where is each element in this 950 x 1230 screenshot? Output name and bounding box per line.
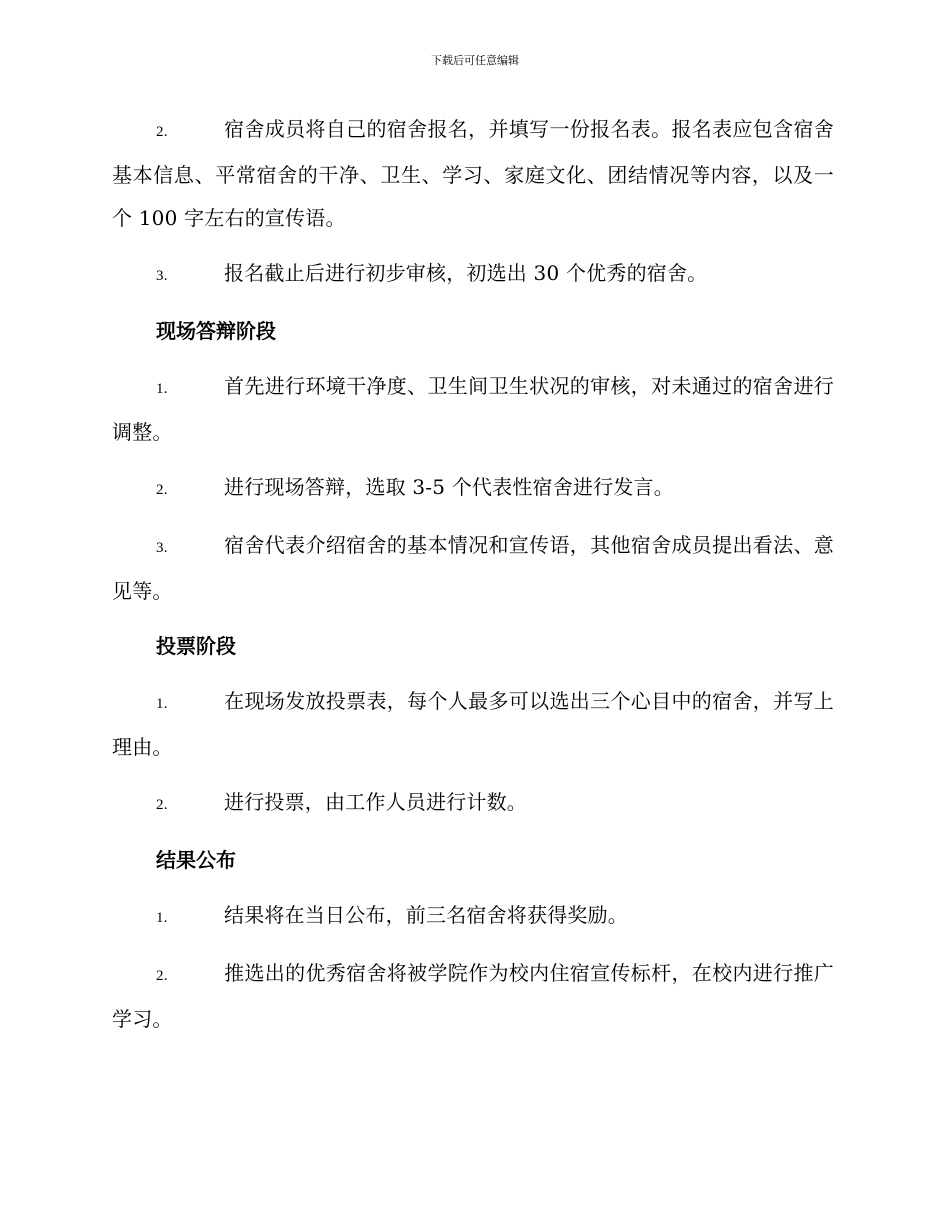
document-body bbox=[112, 108, 834, 1053]
page-header: 下载后可任意编辑 bbox=[431, 54, 519, 67]
list-item bbox=[112, 466, 834, 512]
item-text: 在现场发放投票表，每个人最多可以选出三个心目中的宿舍，并写上理由。 bbox=[112, 689, 834, 759]
item-number: 2. bbox=[156, 968, 168, 984]
item-number: 3. bbox=[156, 268, 168, 284]
item-text: 报名截止后进行初步审核，初选出 30 个优秀的宿舍。 bbox=[224, 261, 708, 285]
list-item bbox=[112, 680, 834, 769]
list-item bbox=[112, 952, 834, 1041]
section-heading: 结果公布 bbox=[156, 848, 236, 872]
item-number: 1. bbox=[156, 910, 168, 926]
list-item bbox=[112, 524, 834, 613]
item-number: 1. bbox=[156, 381, 168, 397]
list-item bbox=[112, 108, 834, 240]
item-text: 首先进行环境干净度、卫生间卫生状况的审核，对未通过的宿舍进行调整。 bbox=[112, 374, 834, 444]
item-number: 3. bbox=[156, 540, 168, 556]
item-text: 进行投票，由工作人员进行计数。 bbox=[224, 790, 527, 814]
list-item bbox=[112, 894, 834, 940]
item-number: 1. bbox=[156, 696, 168, 712]
item-number: 2. bbox=[156, 482, 168, 498]
item-number: 2. bbox=[156, 797, 168, 813]
section-heading: 投票阶段 bbox=[156, 634, 236, 658]
section-heading: 现场答辩阶段 bbox=[156, 319, 276, 343]
item-text: 结果将在当日公布，前三名宿舍将获得奖励。 bbox=[224, 903, 628, 927]
list-item bbox=[112, 252, 834, 298]
item-number: 2. bbox=[156, 124, 168, 140]
item-text: 进行现场答辩，选取 3-5 个代表性宿舍进行发言。 bbox=[224, 475, 674, 499]
item-text: 推选出的优秀宿舍将被学院作为校内住宿宣传标杆，在校内进行推广学习。 bbox=[112, 961, 834, 1031]
item-text: 宿舍代表介绍宿舍的基本情况和宣传语，其他宿舍成员提出看法、意见等。 bbox=[112, 533, 834, 603]
list-item bbox=[112, 365, 834, 454]
list-item bbox=[112, 781, 834, 827]
item-text: 宿舍成员将自己的宿舍报名，并填写一份报名表。报名表应包含宿舍基本信息、平常宿舍的干净、卫生、学习、家庭文化、团结情况等内容，以及一个 100 字左右的宣传语。 bbox=[112, 117, 834, 230]
